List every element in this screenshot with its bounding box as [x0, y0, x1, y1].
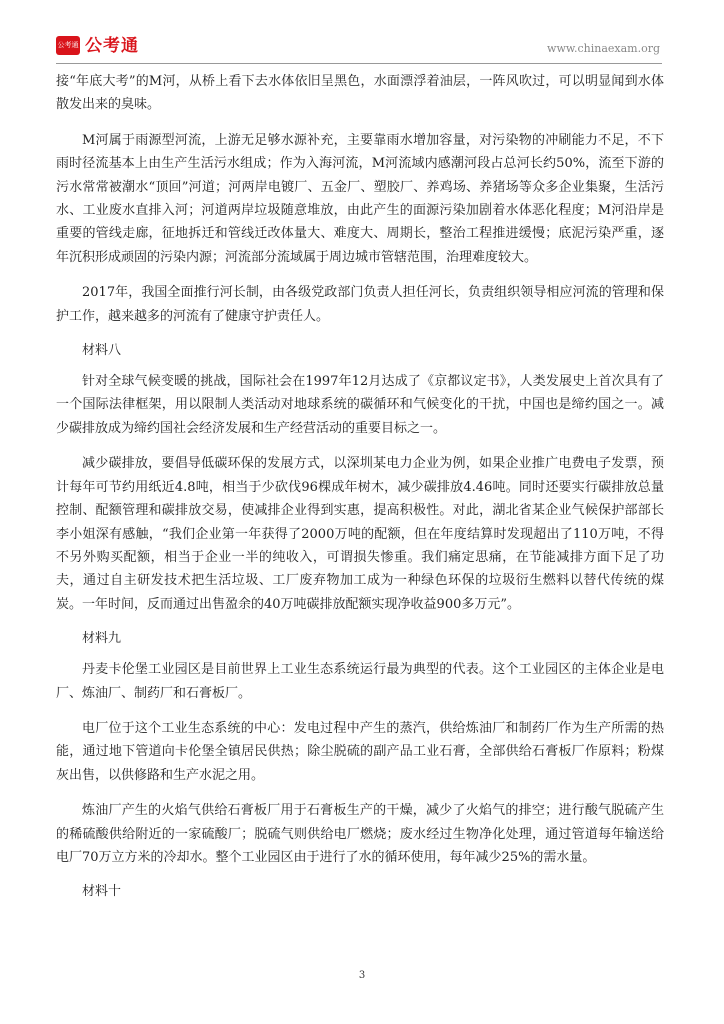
- logo-badge-icon: 公考通: [56, 36, 80, 55]
- paragraph-6: 丹麦卡伦堡工业园区是目前世界上工业生态系统运行最为典型的代表。这个工业园区的主体企业是电厂、炼油厂、制药厂和石膏板厂。: [56, 662, 664, 701]
- material-10-heading: 材料十: [82, 884, 122, 900]
- paragraph-2: M河属于雨源型河流，上游无足够水源补充，主要靠雨水增加容量，对污染物的冲刷能力不足，不下雨时径流基本上由生产生活污水组成；作为入海河流，M河流域内感潮河段占总河长约50%，流至下游的污水常常被潮水“顶回”河道；河两岸电镀厂、五金厂、塑胶厂、养鸡场、养猪场等众多企业集聚，生活污水、工业废水直排入河；河道两岸垃圾随意堆放，由此产生的面源污染加剧着水体恶化程度；M河沿岸是重要的管线走廊，征地拆迁和管线迁改体量大、难度大、周期长，整治工程推进缓慢；底泥污染严重，逐年沉积形成顽固的污染内源；河流部分流域属于周边城市管辖范围，治理难度较大。: [56, 132, 664, 265]
- site-url[interactable]: www.chinaexam.org: [547, 42, 660, 55]
- paragraph-7: 电厂位于这个工业生态系统的中心：发电过程中产生的蒸汽，供给炼油厂和制药厂作为生产所需的热能，通过地下管道向卡伦堡全镇居民供热；除尘脱硫的副产品工业石膏，全部供给石膏板厂作原料；粉煤灰出售，以供修路和生产水泥之用。: [56, 720, 664, 783]
- paragraph-1: 接“年底大考”的M河，从桥上看下去水体依旧呈黑色，水面漂浮着油层，一阵风吹过，可以明显闻到水体散发出来的臭味。: [56, 74, 664, 113]
- material-8-heading: 材料八: [82, 343, 122, 359]
- document-body: [56, 70, 664, 911]
- paragraph-3: 2017年，我国全面推行河长制，由各级党政部门负责人担任河长，负责组织领导相应河流的管理和保护工作，越来越多的河流有了健康守护责任人。: [56, 285, 664, 324]
- page-number: 3: [358, 970, 366, 981]
- header-divider: [56, 63, 662, 64]
- paragraph-8: 炼油厂产生的火焰气供给石膏板厂用于石膏板生产的干燥，减少了火焰气的排空；进行酸气脱硫产生的稀硫酸供给附近的一家硫酸厂；脱硫气则供给电厂燃烧；废水经过生物净化处理，通过管道每年输送给电厂70万立方米的冷却水。整个工业园区由于进行了水的循环使用，每年减少25%的需水量。: [56, 803, 664, 865]
- paragraph-5: 减少碳排放，要倡导低碳环保的发展方式，以深圳某电力企业为例，如果企业推广电费电子发票，预计每年可节约用纸近4.8吨，相当于少砍伐96棵成年树木，减少碳排放4.46吨。同时还要实行碳排放总量控制、配额管理和碳排放交易，使减排企业得到实惠，提高积极性。对此，湖北省某企业气候保护部部长李小姐深有感触，“我们企业第一年获得了2000万吨的配额，但在年度结算时发现超出了110万吨，不得不另外购买配额，相当于企业一半的纯收入，可谓损失惨重。我们痛定思痛，在节能减排方面下足了功夫，通过自主研发技术把生活垃圾、工厂废弃物加工成为一种绿色环保的垃圾衍生燃料以替代传统的煤炭。一年时间，反而通过出售盈余的40万吨碳排放配额实现净收益900多万元”。: [56, 456, 664, 612]
- page-header: [56, 34, 660, 62]
- paragraph-4: 针对全球气候变暖的挑战，国际社会在1997年12月达成了《京都议定书》，人类发展史上首次具有了一个国际法律框架，用以限制人类活动对地球系统的碳循环和气候变化的干扰，中国也是缔约国之一。减少碳排放成为缔约国社会经济发展和生产经营活动的重要目标之一。: [56, 374, 664, 436]
- logo-text: 公考通: [85, 36, 139, 56]
- material-9-heading: 材料九: [82, 631, 122, 647]
